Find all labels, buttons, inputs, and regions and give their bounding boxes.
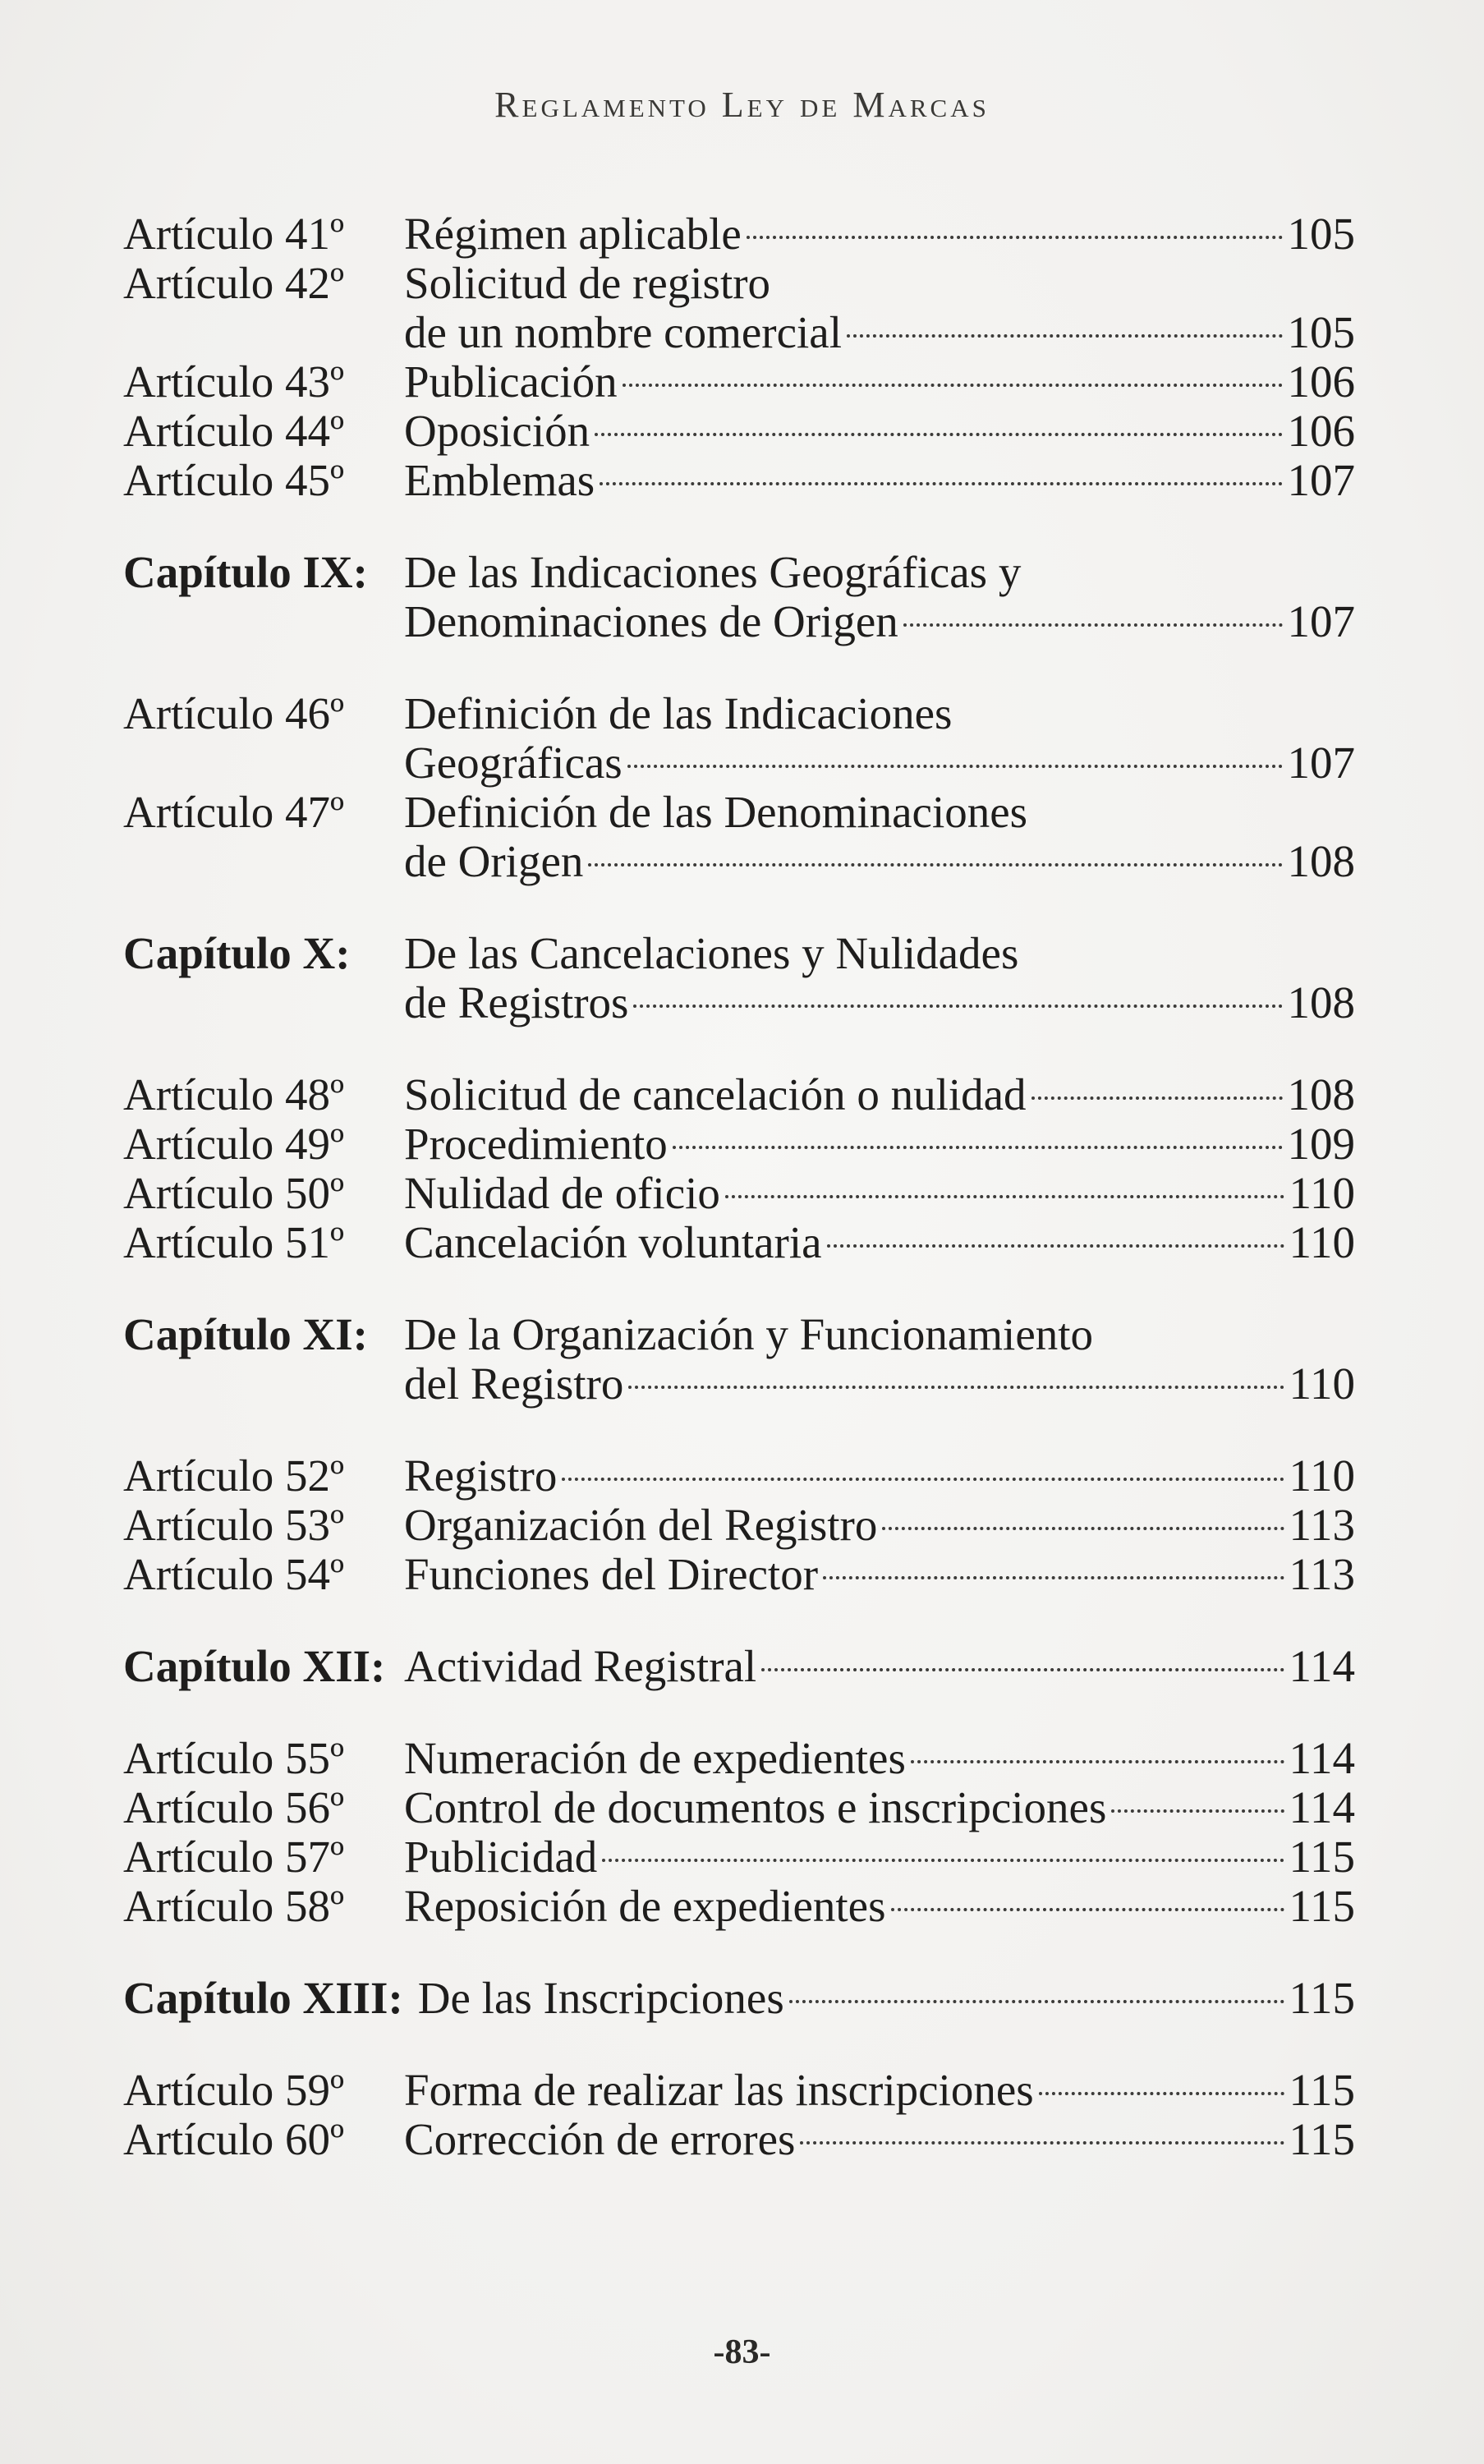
article-group [123,2066,1355,2164]
entry-title: Forma de realizar las inscripciones [404,2065,1034,2115]
dot-leader [800,2141,1284,2145]
chapter-label: Capítulo X: [123,928,351,978]
entry-title: Publicación [404,356,618,407]
entry-title: Denominaciones de Origen [404,596,898,646]
page-ref: 110 [1289,1358,1355,1409]
toc-article-entry [123,1734,1355,1783]
page-ref: 115 [1289,1973,1355,2023]
article-label: Artículo 60º [123,2114,345,2164]
entry-title: Definición de las Indicaciones [404,688,953,738]
article-label: Artículo 59º [123,2065,345,2115]
article-label: Artículo 46º [123,688,345,738]
entry-title: Actividad Registral [404,1641,757,1691]
page-ref: 110 [1289,1450,1355,1501]
toc-chapter-entry [123,548,1355,646]
page-ref: 114 [1289,1782,1355,1832]
entry-title: Oposición [404,406,590,456]
dot-leader [882,1527,1284,1530]
running-header: Reglamento Ley de Marcas [494,85,990,125]
toc-article-entry [123,1070,1355,1119]
entry-title: Control de documentos e inscripciones [404,1782,1107,1832]
article-label: Artículo 51º [123,1217,345,1267]
toc-article-entry [123,2066,1355,2115]
page-ref: 107 [1287,738,1355,788]
toc-article-entry [123,1783,1355,1832]
article-label: Artículo 44º [123,406,345,456]
entry-title: de un nombre comercial [404,307,842,357]
dot-leader [628,1386,1284,1389]
toc-chapter-entry [123,1974,1355,2023]
page-ref: 110 [1289,1168,1355,1218]
article-label: Artículo 42º [123,258,345,308]
entry-title: Publicidad [404,1832,598,1882]
page-ref: 115 [1289,1832,1355,1882]
chapter-section [123,1310,1355,1409]
page-ref: 108 [1287,1069,1355,1119]
article-label: Artículo 41º [123,209,345,259]
article-label: Artículo 57º [123,1832,345,1882]
page-ref: 106 [1287,356,1355,407]
dot-leader [823,1576,1284,1579]
entry-title: De las Inscripciones [417,1973,784,2023]
dot-leader [1111,1809,1284,1813]
dot-leader [588,863,1282,867]
entry-title: de Origen [404,836,584,886]
toc-chapter-entry [123,1310,1355,1409]
article-group [123,1734,1355,1931]
toc-article-entry [123,407,1355,456]
article-group [123,1451,1355,1599]
dot-leader [1039,2092,1284,2095]
entry-title: Cancelación voluntaria [404,1217,822,1267]
entry-title: Solicitud de cancelación o nulidad [404,1069,1027,1119]
page-ref: 113 [1289,1500,1355,1550]
page-ref: 110 [1289,1217,1355,1267]
entry-title: Numeración de expedientes [404,1733,906,1783]
article-label: Artículo 53º [123,1500,345,1550]
chapter-label: Capítulo XI: [123,1309,368,1359]
entry-title: Solicitud de registro [404,258,771,308]
entry-title: Régimen aplicable [404,209,742,259]
dot-leader [562,1478,1284,1481]
entry-title: Procedimiento [404,1119,668,1169]
entry-title: Nulidad de oficio [404,1168,720,1218]
dot-leader [1031,1096,1283,1100]
article-label: Artículo 54º [123,1549,345,1599]
toc-article-entry [123,259,1355,357]
entry-title: del Registro [404,1358,624,1409]
article-group [123,689,1355,886]
page-ref: 109 [1287,1119,1355,1169]
toc-article-entry [123,1550,1355,1599]
toc-chapter-entry [123,929,1355,1027]
entry-title: Geográficas [404,738,623,788]
article-label: Artículo 52º [123,1450,345,1501]
page-ref: 114 [1289,1733,1355,1783]
dot-leader [789,2000,1284,2003]
page-number: -83- [713,2333,771,2371]
dot-leader [633,1004,1282,1008]
article-group [123,209,1355,505]
toc-article-entry [123,357,1355,407]
page-ref: 105 [1287,307,1355,357]
article-label: Artículo 48º [123,1069,345,1119]
dot-leader [847,334,1283,338]
entry-title: Organización del Registro [404,1500,878,1550]
toc-article-entry [123,1882,1355,1931]
chapter-label: Capítulo XIII: [123,1973,403,2023]
entry-title: Corrección de errores [404,2114,796,2164]
chapter-section [123,1642,1355,1691]
page-ref: 105 [1287,209,1355,259]
entry-title: De la Organización y Funcionamiento [404,1309,1094,1359]
toc-article-entry [123,456,1355,505]
dot-leader [891,1908,1284,1911]
page-ref: 108 [1287,836,1355,886]
dot-leader [747,236,1283,239]
page-ref: 115 [1289,1881,1355,1931]
page-ref: 108 [1287,977,1355,1027]
toc-article-entry [123,1218,1355,1267]
page-ref: 106 [1287,406,1355,456]
article-label: Artículo 43º [123,356,345,407]
toc-article-entry [123,209,1355,259]
dot-leader [911,1760,1284,1763]
table-of-contents [123,209,1355,2207]
page-ref: 115 [1289,2114,1355,2164]
toc-article-entry [123,1832,1355,1882]
toc-article-entry [123,1169,1355,1218]
article-label: Artículo 56º [123,1782,345,1832]
article-label: Artículo 49º [123,1119,345,1169]
toc-article-entry [123,1501,1355,1550]
page-ref: 115 [1289,2065,1355,2115]
dot-leader [903,623,1283,627]
dot-leader [627,765,1283,768]
dot-leader [595,433,1282,436]
chapter-label: Capítulo IX: [123,547,368,597]
page-ref: 114 [1289,1641,1355,1691]
dot-leader [725,1195,1284,1198]
toc-article-entry [123,788,1355,886]
entry-title: Reposición de expedientes [404,1881,886,1931]
dot-leader [827,1244,1284,1248]
dot-leader [602,1859,1284,1862]
chapter-section [123,929,1355,1027]
dot-leader [673,1146,1283,1149]
toc-article-entry [123,1451,1355,1501]
toc-article-entry [123,2115,1355,2164]
article-group [123,1070,1355,1267]
entry-title: Definición de las Denominaciones [404,787,1028,837]
page-ref: 107 [1287,455,1355,505]
entry-title: Funciones del Director [404,1549,819,1599]
toc-chapter-entry [123,1642,1355,1691]
page-ref: 113 [1289,1549,1355,1599]
article-label: Artículo 50º [123,1168,345,1218]
chapter-label: Capítulo XII: [123,1641,386,1691]
dot-leader [761,1668,1284,1671]
article-label: Artículo 45º [123,455,345,505]
article-label: Artículo 47º [123,787,345,837]
toc-article-entry [123,1119,1355,1169]
entry-title: Emblemas [404,455,595,505]
article-label: Artículo 58º [123,1881,345,1931]
article-label: Artículo 55º [123,1733,345,1783]
chapter-section [123,548,1355,646]
entry-title: Registro [404,1450,558,1501]
entry-title: De las Cancelaciones y Nulidades [404,928,1019,978]
entry-title: De las Indicaciones Geográficas y [404,547,1022,597]
toc-article-entry [123,689,1355,788]
page-ref: 107 [1287,596,1355,646]
chapter-section [123,1974,1355,2023]
dot-leader [600,482,1282,485]
dot-leader [623,384,1283,387]
entry-title: de Registros [404,977,629,1027]
